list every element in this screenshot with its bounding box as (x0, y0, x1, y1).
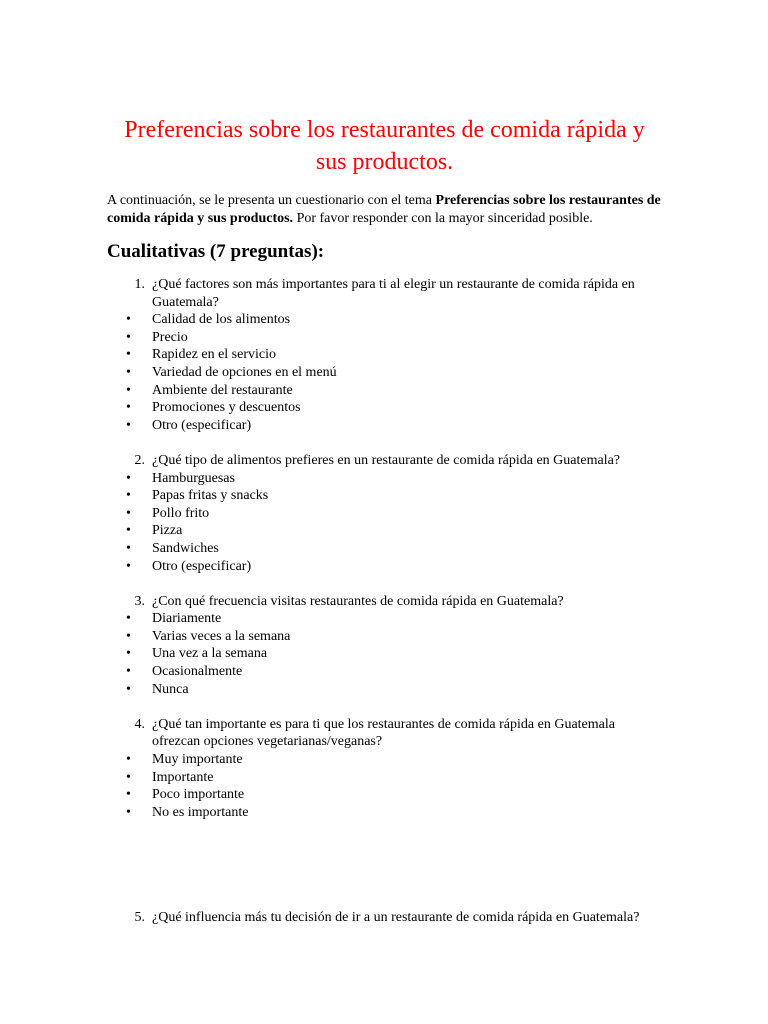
bullet-icon: • (126, 804, 131, 820)
bullet-icon: • (126, 470, 131, 486)
option-label: Pizza (152, 523, 183, 539)
option-item (107, 751, 662, 769)
spacer (107, 698, 662, 716)
option-item (107, 346, 662, 364)
option-item (107, 522, 662, 540)
option-label: Calidad de los alimentos (152, 312, 291, 328)
option-list (107, 311, 662, 434)
option-item (107, 382, 662, 400)
option-label: Varias veces a la semana (152, 628, 291, 644)
bullet-icon: • (126, 681, 131, 697)
bullet-icon: • (126, 558, 131, 574)
question-number: 4. (134, 716, 145, 732)
bullet-icon: • (126, 488, 131, 504)
bullet-icon: • (126, 769, 131, 785)
option-label: Hamburguesas (152, 470, 235, 486)
intro-tail: Por favor responder con la mayor sinceridad posible. (293, 211, 593, 226)
bullet-icon: • (126, 664, 131, 680)
question-4 (107, 716, 662, 822)
option-item (107, 663, 662, 681)
option-list (107, 470, 662, 576)
bullet-icon: • (126, 787, 131, 803)
bullet-icon: • (126, 752, 131, 768)
option-label: Variedad de opciones en el menú (152, 364, 337, 380)
option-label: Muy importante (152, 752, 243, 768)
option-item (107, 540, 662, 558)
question-number: 3. (134, 593, 145, 609)
spacer (107, 575, 662, 593)
question-text: ¿Qué tan importante es para ti que los restaurantes de comida rápida en Guatemala ofrezcan opciones vegetarianas/veganas? (152, 716, 615, 750)
intro-bold-topic: Preferencias sobre los restaurantes de comida rápida y sus productos. (107, 193, 661, 226)
option-item (107, 329, 662, 347)
option-item (107, 786, 662, 804)
option-label: Importante (152, 769, 214, 785)
bullet-icon: • (126, 312, 131, 328)
question-number: 5. (134, 910, 145, 926)
option-item (107, 769, 662, 787)
option-list (107, 751, 662, 821)
option-item (107, 804, 662, 822)
bullet-icon: • (126, 646, 131, 662)
option-label: Diariamente (152, 611, 222, 627)
option-item (107, 558, 662, 576)
bullet-icon: • (126, 540, 131, 556)
section-heading: Cualitativas (7 preguntas): (107, 241, 325, 262)
option-item (107, 610, 662, 628)
spacer (107, 434, 662, 452)
option-item (107, 417, 662, 435)
document-page (107, 114, 662, 927)
option-label: Rapidez en el servicio (152, 347, 277, 363)
option-label: Ambiente del restaurante (152, 382, 293, 398)
option-label: Promociones y descuentos (152, 400, 301, 416)
bullet-icon: • (126, 400, 131, 416)
question-number: 2. (134, 452, 145, 468)
option-label: Papas fritas y snacks (152, 488, 269, 504)
question-text: ¿Con qué frecuencia visitas restaurantes de comida rápida en Guatemala? (152, 593, 564, 609)
bullet-icon: • (126, 628, 131, 644)
bullet-icon: • (126, 417, 131, 433)
document-title: Preferencias sobre los restaurantes de comida rápida y sus productos. (124, 117, 645, 175)
option-item (107, 681, 662, 699)
question-text: ¿Qué influencia más tu decisión de ir a un restaurante de comida rápida en Guatemala? (152, 910, 640, 926)
spacer (107, 821, 662, 909)
option-label: Una vez a la semana (152, 646, 268, 662)
question-number: 1. (134, 277, 145, 292)
option-item (107, 311, 662, 329)
option-label: Pollo frito (152, 505, 210, 521)
question-2 (107, 452, 662, 575)
option-label: Sandwiches (152, 540, 219, 556)
question-5 (107, 909, 662, 927)
option-label: Poco importante (152, 787, 245, 803)
option-item (107, 487, 662, 505)
option-item (107, 399, 662, 417)
bullet-icon: • (126, 329, 131, 345)
option-item (107, 470, 662, 488)
bullet-icon: • (126, 382, 131, 398)
bullet-icon: • (126, 611, 131, 627)
intro-paragraph (107, 192, 662, 228)
option-label: No es importante (152, 804, 249, 820)
option-label: Precio (152, 329, 188, 345)
bullet-icon: • (126, 523, 131, 539)
question-3 (107, 593, 662, 699)
question-text: ¿Qué factores son más importantes para ti al elegir un restaurante de comida rápida en Guatemala? (152, 277, 635, 310)
option-list (107, 610, 662, 698)
option-label: Ocasionalmente (152, 664, 243, 680)
option-item (107, 628, 662, 646)
bullet-icon: • (126, 364, 131, 380)
question-text: ¿Qué tipo de alimentos prefieres en un restaurante de comida rápida en Guatemala? (152, 452, 621, 468)
question-1 (107, 276, 662, 434)
option-label: Otro (especificar) (152, 558, 252, 574)
option-label: Nunca (152, 681, 189, 697)
bullet-icon: • (126, 347, 131, 363)
bullet-icon: • (126, 505, 131, 521)
intro-lead: A continuación, se le presenta un cuestionario con el tema (107, 193, 436, 208)
option-item (107, 364, 662, 382)
option-label: Otro (especificar) (152, 417, 252, 433)
option-item (107, 505, 662, 523)
option-item (107, 645, 662, 663)
